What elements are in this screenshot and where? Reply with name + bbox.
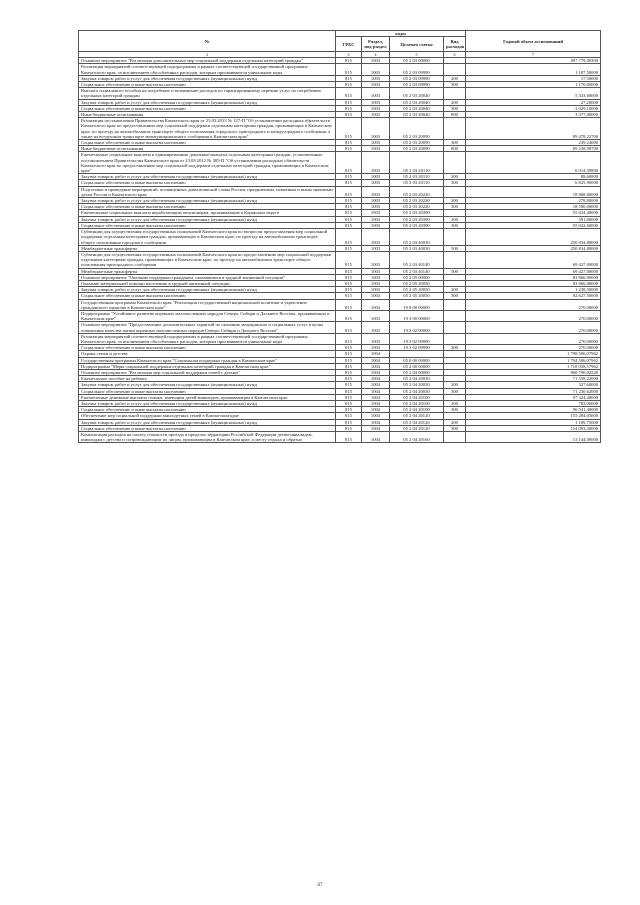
row-sum-cell: 327,60000 <box>466 382 601 388</box>
row-target-article-cell: 05 2 03 20040 <box>390 88 444 99</box>
row-grbs-cell: 815 <box>336 345 362 351</box>
row-grbs-cell: 815 <box>336 64 362 75</box>
row-sum-cell: 270,00000 <box>466 310 601 321</box>
row-razdel-cell: 1004 <box>362 369 390 375</box>
table-row <box>79 432 601 443</box>
row-grbs-cell: 815 <box>336 310 362 321</box>
row-target-article-cell: 05 2 03 20220 <box>390 198 444 204</box>
header-grbs: ГРБС <box>336 37 362 52</box>
row-razdel-cell: 1004 <box>362 432 390 443</box>
header-expense-type: Вид расходов <box>444 37 466 52</box>
row-target-article-cell: 05 2 03 20110 <box>390 180 444 186</box>
row-name-cell: Реализация мероприятий соответствующей подпрограммы в рамках соответствующей государственной программы Камчатского края, за исключением обособленных расходов, которым присваиваются уникальные коды <box>79 64 336 75</box>
row-target-article-cell: 05 2 03 20110 <box>390 174 444 180</box>
row-sum-cell: 783,00000 <box>466 400 601 406</box>
row-sum-cell: 154 093,30000 <box>466 425 601 431</box>
row-razdel-cell: 1003 <box>362 174 390 180</box>
row-sum-cell: 497 779,00300 <box>466 58 601 64</box>
row-razdel-cell: 1003 <box>362 268 390 274</box>
row-grbs-cell: 815 <box>336 140 362 146</box>
row-grbs-cell: 815 <box>336 88 362 99</box>
row-name-cell: Основное мероприятие "Реализация дополнительных мер социальной поддержки отдельных категорий граждан" <box>79 58 336 64</box>
row-grbs-cell: 815 <box>336 222 362 228</box>
table-row <box>79 333 601 344</box>
row-target-article-cell: 19 3 02 00000 <box>390 322 444 333</box>
row-expense-type-cell: 200 <box>444 75 466 81</box>
row-grbs-cell: 815 <box>336 174 362 180</box>
column-number: 5 <box>390 52 444 58</box>
row-razdel-cell: 1004 <box>362 363 390 369</box>
row-grbs-cell: 815 <box>336 268 362 274</box>
row-razdel-cell: 1004 <box>362 376 390 382</box>
header-razdel: Раздел, под-раздел <box>362 37 390 52</box>
row-razdel-cell: 1003 <box>362 112 390 118</box>
row-razdel-cell: 1004 <box>362 400 390 406</box>
row-expense-type-cell <box>444 64 466 75</box>
table-row <box>79 299 601 310</box>
row-razdel-cell: 1003 <box>362 229 390 246</box>
row-sum-cell: 17,50000 <box>466 75 601 81</box>
row-target-article-cell: 05 2 03 40030 <box>390 229 444 246</box>
row-sum-cell: 1 189,75000 <box>466 419 601 425</box>
row-razdel-cell: 1003 <box>362 88 390 99</box>
table-row <box>79 88 601 99</box>
row-razdel-cell: 1003 <box>362 186 390 197</box>
row-razdel-cell: 1003 <box>362 322 390 333</box>
row-target-article-cell: 05 2 03 20390 <box>390 222 444 228</box>
row-grbs-cell: 815 <box>336 357 362 363</box>
row-sum-cell: 270,00000 <box>466 333 601 344</box>
row-sum-cell: 1 238,50000 <box>466 287 601 293</box>
row-name-cell: Закупка товаров, работ и услуг для обеспечения государственных (муниципальных) нужд <box>79 75 336 81</box>
header-number: № <box>79 31 336 52</box>
row-target-article-cell: 05 2 04 00000 <box>390 369 444 375</box>
row-name-cell: Социальное обеспечение и иные выплаты населению <box>79 345 336 351</box>
row-razdel-cell: 1004 <box>362 407 390 413</box>
row-sum-cell: 1 718 058,57962 <box>466 363 601 369</box>
row-name-cell: Закупка товаров, работ и услуг для обеспечения государственных (муниципальных) нужд <box>79 198 336 204</box>
row-expense-type-cell <box>444 322 466 333</box>
column-number: 2 <box>79 52 336 58</box>
row-expense-type-cell: 300 <box>444 425 466 431</box>
row-grbs-cell: 815 <box>336 419 362 425</box>
row-expense-type-cell <box>444 310 466 321</box>
column-number: 3 <box>336 52 362 58</box>
row-name-cell: Основное мероприятие "Реализация мер социальной поддержки семей с детьми" <box>79 369 336 375</box>
row-expense-type-cell: 500 <box>444 245 466 251</box>
row-razdel-cell: 1003 <box>362 99 390 105</box>
row-expense-type-cell: 200 <box>444 174 466 180</box>
row-grbs-cell: 815 <box>336 216 362 222</box>
row-grbs-cell: 815 <box>336 363 362 369</box>
row-name-cell: Основное мероприятие "Оказание поддержки гражданам, оказавшимся в трудной жизненной ситуации" <box>79 274 336 280</box>
row-name-cell: Закупка товаров, работ и услуг для обеспечения государственных (муниципальных) нужд <box>79 99 336 105</box>
row-sum-cell: 250 834,80000 <box>466 229 601 246</box>
row-grbs-cell: 815 <box>336 99 362 105</box>
row-target-article-cell: 05 2 03 20090 <box>390 118 444 140</box>
row-name-cell: Социальное обеспечение и иные выплаты населению <box>79 204 336 210</box>
header-codes: коды <box>336 31 466 37</box>
row-expense-type-cell: 300 <box>444 407 466 413</box>
row-grbs-cell: 815 <box>336 382 362 388</box>
row-target-article-cell: 05 2 04 20100 <box>390 400 444 406</box>
row-sum-cell: 6 914,59800 <box>466 152 601 174</box>
table-row <box>79 322 601 333</box>
row-target-article-cell: 05 2 04 20030 <box>390 382 444 388</box>
row-target-article-cell: 05 2 04 20100 <box>390 394 444 400</box>
row-expense-type-cell <box>444 299 466 310</box>
row-name-cell: Социальное обеспечение и иные выплаты населению <box>79 407 336 413</box>
row-grbs-cell: 815 <box>336 105 362 111</box>
row-razdel-cell: 1004 <box>362 419 390 425</box>
row-sum-cell: 89 238,98700 <box>466 146 601 152</box>
row-grbs-cell: 815 <box>336 245 362 251</box>
row-grbs-cell: 815 <box>336 293 362 299</box>
row-target-article-cell: 19 3 02 09990 <box>390 333 444 344</box>
row-expense-type-cell <box>444 88 466 99</box>
row-sum-cell: 18 590,00000 <box>466 204 601 210</box>
row-target-article-cell: 05 2 00 00000 <box>390 363 444 369</box>
row-name-cell: Иные бюджетные ассигнования <box>79 112 336 118</box>
row-grbs-cell: 815 <box>336 413 362 419</box>
row-name-cell: Субвенции для осуществления государственных полномочий Камчатского края по вопросам предоставления мер социальной поддержки отдельным категориям граждан, проживающих в Камчатском крае, по проезду на автомобильном транспорте общего пользования городского сообщения <box>79 229 336 246</box>
row-grbs-cell: 815 <box>336 400 362 406</box>
row-target-article-cell: 05 2 03 09990 <box>390 75 444 81</box>
row-expense-type-cell: 500 <box>444 268 466 274</box>
row-sum-cell: 71 230,62000 <box>466 388 601 394</box>
row-name-cell: Субвенции для осуществления государственных полномочий Камчатского края по предоставлению мер социальной поддержки отдельным категориям граждан, проживающих в Камчатском крае, по проезду на автомобильном транспорте общего пользования пригородного сообщения <box>79 251 336 268</box>
row-sum-cell: 13 144,00000 <box>466 432 601 443</box>
row-expense-type-cell <box>444 186 466 197</box>
row-razdel-cell: 1003 <box>362 180 390 186</box>
row-grbs-cell: 815 <box>336 146 362 152</box>
row-razdel-cell: 1003 <box>362 293 390 299</box>
budget-table-page <box>78 30 600 443</box>
column-number: 7 <box>466 52 601 58</box>
row-grbs-cell: 815 <box>336 376 362 382</box>
row-target-article-cell: 05 2 03 40140 <box>390 268 444 274</box>
row-target-article-cell: 05 2 03 20040 <box>390 112 444 118</box>
row-target-article-cell: 05 2 03 20090 <box>390 140 444 146</box>
row-sum-cell: 6 825,90000 <box>466 180 601 186</box>
row-name-cell: Социальное обеспечение и иные выплаты населению <box>79 105 336 111</box>
row-grbs-cell: 815 <box>336 118 362 140</box>
row-name-cell: Закупка товаров, работ и услуг для обеспечения государственных (муниципальных) нужд <box>79 287 336 293</box>
row-sum-cell: 89 478,22700 <box>466 118 601 140</box>
row-expense-type-cell: 200 <box>444 99 466 105</box>
row-razdel-cell: 1003 <box>362 210 390 216</box>
row-name-cell: Закупка товаров, работ и услуг для обеспечения государственных (муниципальных) нужд <box>79 174 336 180</box>
row-target-article-cell: 05 2 03 20390 <box>390 216 444 222</box>
row-razdel-cell: 1004 <box>362 351 390 357</box>
row-target-article-cell: 05 2 04 20100 <box>390 407 444 413</box>
row-razdel-cell: 1003 <box>362 198 390 204</box>
budget-table <box>78 30 601 443</box>
row-razdel-cell: 1003 <box>362 146 390 152</box>
row-target-article-cell: 05 2 05 20050 <box>390 293 444 299</box>
row-expense-type-cell: 300 <box>444 82 466 88</box>
row-expense-type-cell: 200 <box>444 382 466 388</box>
row-target-article-cell: 05 2 03 09990 <box>390 82 444 88</box>
table-row <box>79 64 601 75</box>
row-target-article-cell: 05 2 03 20110 <box>390 152 444 174</box>
row-expense-type-cell: 300 <box>444 140 466 146</box>
row-grbs-cell: 815 <box>336 388 362 394</box>
row-sum-cell: 250 834,80000 <box>466 245 601 251</box>
row-target-article-cell: 05 2 03 09990 <box>390 64 444 75</box>
row-target-article-cell: 05 2 03 20390 <box>390 210 444 216</box>
row-expense-type-cell <box>444 251 466 268</box>
row-grbs-cell: 815 <box>336 299 362 310</box>
row-expense-type-cell <box>444 152 466 174</box>
row-target-article-cell: 05 2 05 20050 <box>390 287 444 293</box>
row-razdel-cell: 1004 <box>362 425 390 431</box>
row-grbs-cell: 815 <box>336 333 362 344</box>
row-razdel-cell: 1003 <box>362 287 390 293</box>
row-target-article-cell: 05 2 03 20040 <box>390 99 444 105</box>
row-expense-type-cell: 200 <box>444 400 466 406</box>
row-razdel-cell: 1003 <box>362 251 390 268</box>
header-sum: Годовой объем ассигнований <box>466 31 601 52</box>
row-name-cell: Подпрограмма "Устойчивое развитие коренных малочисленных народов Севера, Сибири и Дальнего Востока, проживающих в Камчатском крае" <box>79 310 336 321</box>
row-grbs-cell: 815 <box>336 394 362 400</box>
row-grbs-cell: 815 <box>336 322 362 333</box>
row-sum-cell: 1 187,50000 <box>466 64 601 75</box>
row-name-cell: Социальное обеспечение и иные выплаты населению <box>79 140 336 146</box>
row-sum-cell: 69 427,00000 <box>466 268 601 274</box>
row-sum-cell: 96 541,40000 <box>466 407 601 413</box>
row-grbs-cell: 815 <box>336 351 362 357</box>
table-row <box>79 310 601 321</box>
row-expense-type-cell: 300 <box>444 345 466 351</box>
row-name-cell: Подготовка и проведение мероприятий, посвященных дням воинской славы России, праздничным, памятным и иным значимым датам России и Камчатского края <box>79 186 336 197</box>
row-sum-cell: 71 558,22000 <box>466 376 601 382</box>
row-target-article-cell: 05 0 00 00000 <box>390 357 444 363</box>
row-name-cell: Государственная программа Камчатского края "Реализация государственной национальной политики и укрепление гражданского единства в Камчатском крае" <box>79 299 336 310</box>
row-razdel-cell: 1003 <box>362 64 390 75</box>
row-grbs-cell: 815 <box>336 180 362 186</box>
row-expense-type-cell: 300 <box>444 293 466 299</box>
row-name-cell: Ежемесячные социальные выплаты и единовременные денежные выплаты отдельным категориям граждан, установленные постановлением Правительства Камчатского края от 23.08.2012 № 385-П "Об установлении расходных обязательств Камчатского края по предоставлению мер социальной поддержки отдельных категорий граждан, проживающих в Камчатском крае" <box>79 152 336 174</box>
table-row <box>79 152 601 174</box>
header-target-article: Целевая статья <box>390 37 444 52</box>
row-razdel-cell: 1003 <box>362 333 390 344</box>
row-razdel-cell: 1003 <box>362 204 390 210</box>
row-razdel-cell: 1003 <box>362 118 390 140</box>
row-name-cell: Закупка товаров, работ и услуг для обеспечения государственных (муниципальных) нужд <box>79 419 336 425</box>
row-razdel-cell: 1003 <box>362 222 390 228</box>
row-sum-cell: 55 634,40000 <box>466 210 601 216</box>
row-target-article-cell: 19 3 02 09990 <box>390 345 444 351</box>
page-number: 67 <box>317 883 323 888</box>
row-sum-cell: 69 427,00000 <box>466 251 601 268</box>
row-razdel-cell: 1003 <box>362 345 390 351</box>
row-sum-cell: 18 868,60000 <box>466 186 601 197</box>
row-grbs-cell: 815 <box>336 425 362 431</box>
row-target-article-cell: 05 2 04 20120 <box>390 413 444 419</box>
row-target-article-cell: 05 2 03 20040 <box>390 105 444 111</box>
row-razdel-cell: 1004 <box>362 357 390 363</box>
row-grbs-cell: 815 <box>336 186 362 197</box>
row-expense-type-cell <box>444 432 466 443</box>
row-name-cell: Закупка товаров, работ и услуг для обеспечения государственных (муниципальных) нужд <box>79 400 336 406</box>
row-sum-cell: 82 627,50000 <box>466 293 601 299</box>
column-number: 4 <box>362 52 390 58</box>
row-razdel-cell: 1003 <box>362 140 390 146</box>
row-grbs-cell: 815 <box>336 229 362 246</box>
row-grbs-cell: 815 <box>336 432 362 443</box>
row-name-cell: Охрана семьи и детства <box>79 351 336 357</box>
row-grbs-cell: 815 <box>336 210 362 216</box>
row-sum-cell: 1 170,00000 <box>466 82 601 88</box>
row-name-cell: Реализация постановления Правительства Камчатского края от 25.03.2013 № 127-П "Об установлении расходных обязательств Камчатского края по предоставлению мер социальной поддержки отдельным категориям граждан, проживающих в Камчатском крае, по проезду на автомобильном транспорте общего пользования городского, пригородного и междугородного сообщения, а также на воздушном транспорте межмуниципального сообщения в Камчатском крае" <box>79 118 336 140</box>
row-target-article-cell: 05 2 03 00000 <box>390 58 444 64</box>
row-sum-cell: 88,68800 <box>466 174 601 180</box>
row-sum-cell: 239,24000 <box>466 140 601 146</box>
row-razdel-cell: 1003 <box>362 82 390 88</box>
row-name-cell: Ежемесячное пособие на ребенка <box>79 376 336 382</box>
row-razdel-cell: 1003 <box>362 152 390 174</box>
row-expense-type-cell: 300 <box>444 105 466 111</box>
row-expense-type-cell: 300 <box>444 388 466 394</box>
row-name-cell: Социальное обеспечение и иные выплаты населению <box>79 180 336 186</box>
row-name-cell: Оказание материальной помощи населению в трудной жизненной ситуации <box>79 280 336 286</box>
row-target-article-cell: 05 2 05 00000 <box>390 274 444 280</box>
row-target-article-cell: 05 2 03 20220 <box>390 204 444 210</box>
row-grbs-cell: 815 <box>336 75 362 81</box>
row-name-cell: Государственная программа Камчатского края "Социальная поддержка граждан в Камчатском крае" <box>79 357 336 363</box>
row-expense-type-cell: 200 <box>444 287 466 293</box>
row-grbs-cell: 815 <box>336 82 362 88</box>
table-row <box>79 229 601 246</box>
row-name-cell: Межбюджетные трансферты <box>79 245 336 251</box>
row-name-cell: Ежемесячные социальные выплаты неработающим пенсионерам, проживающим в Корякском округе <box>79 210 336 216</box>
table-row <box>79 186 601 197</box>
row-grbs-cell: 815 <box>336 407 362 413</box>
row-name-cell: Закупка товаров, работ и услуг для обеспечения государственных (муниципальных) нужд <box>79 216 336 222</box>
row-grbs-cell: 815 <box>336 204 362 210</box>
row-expense-type-cell: 200 <box>444 419 466 425</box>
row-name-cell: Социальное обеспечение и иные выплаты населению <box>79 293 336 299</box>
row-grbs-cell: 815 <box>336 274 362 280</box>
row-target-article-cell: 19 3 00 00000 <box>390 310 444 321</box>
row-target-article-cell: 19 0 00 00000 <box>390 299 444 310</box>
row-grbs-cell: 815 <box>336 198 362 204</box>
row-name-cell: Социальное обеспечение и иные выплаты населению <box>79 388 336 394</box>
row-target-article-cell: 05 2 03 20090 <box>390 146 444 152</box>
row-razdel-cell: 1003 <box>362 245 390 251</box>
row-grbs-cell: 815 <box>336 287 362 293</box>
row-name-cell: Закупка товаров, работ и услуг для обеспечения государственных (муниципальных) нужд <box>79 382 336 388</box>
row-name-cell: Социальное обеспечение и иные выплаты населению <box>79 425 336 431</box>
table-body <box>79 58 601 443</box>
row-name-cell: Социальное обеспечение и иные выплаты населению <box>79 222 336 228</box>
column-number: 6 <box>444 52 466 58</box>
row-expense-type-cell <box>444 229 466 246</box>
row-target-article-cell: 05 2 03 40140 <box>390 251 444 268</box>
row-sum-cell: 270,00000 <box>466 299 601 310</box>
row-sum-cell: 1 798 506,07962 <box>466 351 601 357</box>
row-sum-cell: 278,80000 <box>466 198 601 204</box>
row-target-article-cell: 05 2 04 20030 <box>390 388 444 394</box>
row-sum-cell: 270,00000 <box>466 345 601 351</box>
row-razdel-cell: 1004 <box>362 394 390 400</box>
row-razdel-cell: 1003 <box>362 58 390 64</box>
row-grbs-cell: 815 <box>336 152 362 174</box>
row-razdel-cell: 1003 <box>362 310 390 321</box>
row-razdel-cell: 1003 <box>362 105 390 111</box>
row-name-cell: Выплата социального пособия на погребение и возмещение расходов по гарантированному перечню услуг по погребению отдельных категорий граждан <box>79 88 336 99</box>
table-row <box>79 251 601 268</box>
row-razdel-cell: 1003 <box>362 280 390 286</box>
row-expense-type-cell <box>444 118 466 140</box>
row-sum-cell: 55 042,60000 <box>466 222 601 228</box>
row-sum-cell: 83 866,00000 <box>466 280 601 286</box>
row-grbs-cell: 815 <box>336 369 362 375</box>
row-razdel-cell: 1003 <box>362 75 390 81</box>
row-name-cell: Реализация мероприятий соответствующей подпрограммы в рамках соответствующей государственной программы Камчатского края, за исключением обособленных расходов, которым присваиваются уникальные коды <box>79 333 336 344</box>
row-sum-cell: 1 794 506,07962 <box>466 357 601 363</box>
row-grbs-cell: 815 <box>336 251 362 268</box>
row-grbs-cell: 815 <box>336 58 362 64</box>
row-target-article-cell: 05 2 05 20050 <box>390 280 444 286</box>
row-sum-cell: 3 377,00000 <box>466 112 601 118</box>
row-grbs-cell: 815 <box>336 280 362 286</box>
row-target-article-cell: 05 2 04 20030 <box>390 376 444 382</box>
row-target-article-cell: 05 2 04 20120 <box>390 425 444 431</box>
row-name-cell: Обеспечение мер социальной поддержки многодетных семей в Камчатском крае <box>79 413 336 419</box>
row-name-cell: Социальное обеспечение и иные выплаты населению <box>79 82 336 88</box>
row-expense-type-cell: 300 <box>444 204 466 210</box>
row-razdel-cell: 1003 <box>362 299 390 310</box>
row-target-article-cell: 05 2 03 20220 <box>390 186 444 197</box>
row-expense-type-cell: 800 <box>444 112 466 118</box>
row-expense-type-cell: 300 <box>444 180 466 186</box>
row-sum-cell: 5 433,60000 <box>466 88 601 99</box>
row-name-cell: Иные бюджетные ассигнования <box>79 146 336 152</box>
row-target-article-cell: 05 2 04 20160 <box>390 432 444 443</box>
row-sum-cell: 860 790,02520 <box>466 369 601 375</box>
row-razdel-cell: 1004 <box>362 382 390 388</box>
row-sum-cell: 27,20000 <box>466 99 601 105</box>
row-expense-type-cell: 200 <box>444 216 466 222</box>
row-name-cell: Основное мероприятие "Предоставление дополнительных гарантий по оказанию медицинских и социальных услуг в целях повышения качества жизни коренных малочисленных народов Севера, Сибири и Дальнего Востока" <box>79 322 336 333</box>
row-target-article-cell: 05 2 03 40030 <box>390 245 444 251</box>
row-razdel-cell: 1004 <box>362 413 390 419</box>
row-grbs-cell: 815 <box>336 112 362 118</box>
row-name-cell: Подпрограмма "Меры социальной поддержки отдельных категорий граждан в Камчатском крае" <box>79 363 336 369</box>
row-sum-cell: 270,00000 <box>466 322 601 333</box>
row-razdel-cell: 1003 <box>362 216 390 222</box>
row-sum-cell: 591,80000 <box>466 216 601 222</box>
row-target-article-cell: 05 2 04 20120 <box>390 419 444 425</box>
row-razdel-cell: 1003 <box>362 274 390 280</box>
row-name-cell: Межбюджетные трансферты <box>79 268 336 274</box>
row-name-cell: Компенсация расходов на оплату стоимости проезда в пределах территории Российской Федерации детям-инвалидам, инвалидам с детства и сопровождающим их лицам, проживающим в Камчатском крае, к месту отдыха и обратно <box>79 432 336 443</box>
row-name-cell: Ежемесячные денежные выплаты семьям, имеющим детей-инвалидов, проживающим в Камчатском крае <box>79 394 336 400</box>
row-expense-type-cell: 800 <box>444 146 466 152</box>
row-expense-type-cell: 300 <box>444 222 466 228</box>
row-sum-cell: 155 284,05000 <box>466 413 601 419</box>
row-sum-cell: 2 029,10000 <box>466 105 601 111</box>
row-expense-type-cell: 200 <box>444 198 466 204</box>
row-sum-cell: 83 866,00000 <box>466 274 601 280</box>
row-razdel-cell: 1004 <box>362 388 390 394</box>
row-expense-type-cell <box>444 333 466 344</box>
row-sum-cell: 97 324,40000 <box>466 394 601 400</box>
table-row <box>79 118 601 140</box>
